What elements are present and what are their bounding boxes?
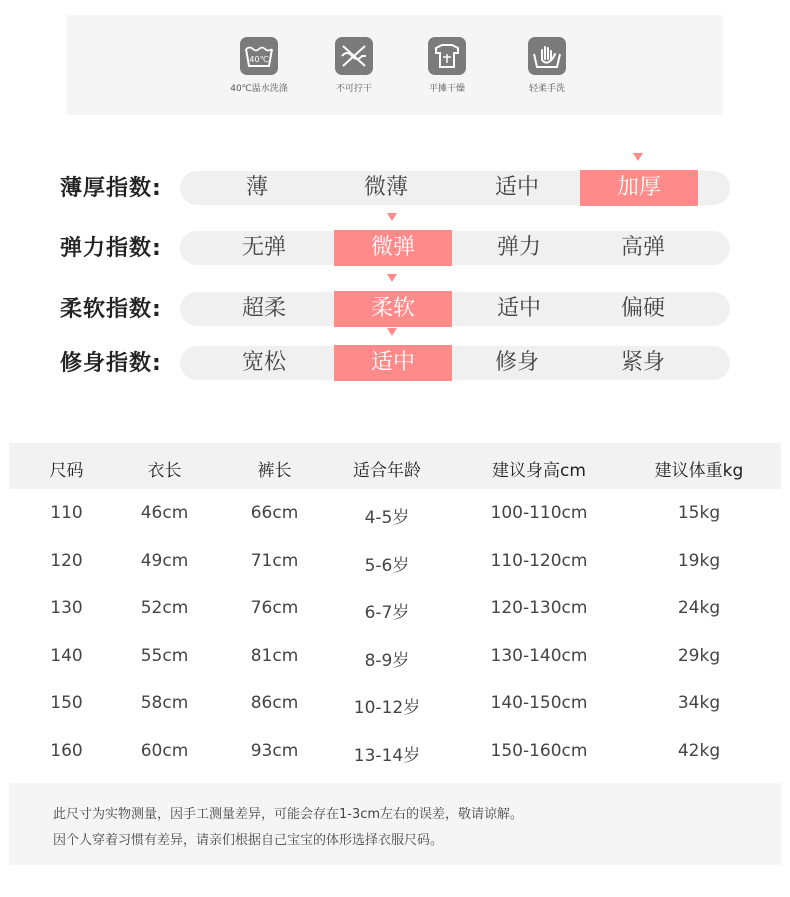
index-option: 偏硬 xyxy=(620,296,665,321)
svg-text:40℃: 40℃ xyxy=(249,55,269,64)
index-option: 适中 xyxy=(496,296,541,321)
selection-marker-icon xyxy=(387,328,397,336)
table-cell: 52cm xyxy=(140,598,189,618)
table-cell: 76cm xyxy=(250,598,299,618)
index-option: 微薄 xyxy=(363,175,408,200)
table-cell: 150 xyxy=(50,693,83,713)
table-cell: 4-5岁 xyxy=(364,508,410,528)
index-option: 超柔 xyxy=(241,296,286,321)
care-item-hand-wash xyxy=(507,37,587,94)
table-cell: 24kg xyxy=(677,598,721,618)
table-cell: 93cm xyxy=(250,740,299,761)
table-cell: 55cm xyxy=(140,645,189,666)
index-scale-bar xyxy=(180,171,730,205)
index-option: 修身 xyxy=(494,350,539,375)
table-cell: 58cm xyxy=(140,693,189,713)
column-header: 建议身高cm xyxy=(492,461,586,481)
dry-flat-icon xyxy=(428,37,466,75)
care-label: 平摊干燥 xyxy=(428,84,465,94)
table-cell: 150-160cm xyxy=(490,740,588,761)
size-note-panel xyxy=(9,783,781,865)
thickness-index-row xyxy=(0,163,790,213)
care-label: 不可拧干 xyxy=(335,84,372,94)
table-cell: 6-7岁 xyxy=(364,603,410,623)
table-cell: 110-120cm xyxy=(490,550,588,571)
note-line: 此尺寸为实物测量，因手工测量差异，可能会存在1-3cm左右的误差，敬请谅解。 xyxy=(53,807,524,822)
index-option-selected: 适中 xyxy=(334,345,452,381)
table-cell: 8-9岁 xyxy=(364,650,410,671)
table-cell: 160 xyxy=(50,740,83,761)
table-cell: 140 xyxy=(50,645,83,666)
table-header-row xyxy=(9,443,781,489)
index-scale-bar xyxy=(180,346,730,380)
table-cell: 110 xyxy=(50,503,83,523)
index-option: 适中 xyxy=(494,175,539,200)
column-header: 适合年龄 xyxy=(353,461,421,481)
table-cell: 46cm xyxy=(140,503,189,523)
wash-40-icon xyxy=(240,37,278,75)
care-label: 轻柔手洗 xyxy=(528,84,565,94)
index-option: 无弹 xyxy=(241,235,286,260)
table-row xyxy=(9,584,781,632)
hand-wash-icon xyxy=(528,37,566,75)
fit-index-row xyxy=(0,338,790,388)
index-option: 紧身 xyxy=(620,350,665,375)
column-header: 裤长 xyxy=(257,461,292,481)
index-option: 宽松 xyxy=(241,350,286,375)
table-cell: 140-150cm xyxy=(490,693,588,713)
care-label: 40℃温水洗涤 xyxy=(230,84,288,94)
softness-index-row xyxy=(0,284,790,334)
selection-marker-icon xyxy=(387,274,397,282)
table-cell: 13-14岁 xyxy=(353,745,421,766)
selection-marker-icon xyxy=(633,153,643,161)
care-instructions-panel xyxy=(67,15,723,115)
table-cell: 100-110cm xyxy=(490,503,588,523)
table-cell: 120-130cm xyxy=(490,598,588,618)
table-cell: 81cm xyxy=(250,645,299,666)
index-option-selected: 微弹 xyxy=(334,230,452,266)
table-row xyxy=(9,537,781,585)
table-cell: 29kg xyxy=(677,645,721,666)
table-cell: 15kg xyxy=(677,503,721,523)
index-scale-bar xyxy=(180,292,730,326)
table-cell: 5-6岁 xyxy=(364,555,410,576)
no-wring-icon xyxy=(335,37,373,75)
care-item-no-wring xyxy=(314,37,394,94)
table-cell: 60cm xyxy=(140,740,189,761)
table-body xyxy=(9,489,781,774)
index-title: 弹力指数: xyxy=(60,236,162,261)
index-option: 弹力 xyxy=(496,235,541,260)
selection-marker-icon xyxy=(387,213,397,221)
table-cell: 42kg xyxy=(677,740,721,761)
table-row xyxy=(9,679,781,727)
table-cell: 120 xyxy=(50,550,83,571)
care-item-wash xyxy=(219,37,299,94)
table-row xyxy=(9,489,781,537)
table-cell: 49cm xyxy=(140,550,189,571)
index-option-selected: 柔软 xyxy=(334,291,452,327)
size-table xyxy=(9,443,781,774)
column-header: 尺码 xyxy=(49,461,84,481)
table-cell: 19kg xyxy=(677,550,721,571)
index-title: 修身指数: xyxy=(60,351,162,376)
table-cell: 66cm xyxy=(250,503,299,523)
table-cell: 71cm xyxy=(250,550,299,571)
note-line: 因个人穿着习惯有差异，请亲们根据自己宝宝的体形选择衣服尺码。 xyxy=(53,833,444,848)
index-title: 薄厚指数: xyxy=(60,176,162,201)
index-option-selected: 加厚 xyxy=(580,170,698,206)
table-cell: 10-12岁 xyxy=(353,698,421,718)
column-header: 衣长 xyxy=(147,461,182,481)
table-cell: 86cm xyxy=(250,693,299,713)
table-row xyxy=(9,727,781,775)
index-title: 柔软指数: xyxy=(60,297,162,322)
table-row xyxy=(9,632,781,680)
elasticity-index-row xyxy=(0,223,790,273)
care-item-dry-flat xyxy=(407,37,487,94)
table-cell: 34kg xyxy=(677,693,721,713)
index-option: 薄 xyxy=(245,175,268,200)
table-cell: 130-140cm xyxy=(490,645,588,666)
index-scale-bar xyxy=(180,231,730,265)
table-cell: 130 xyxy=(50,598,83,618)
index-option: 高弹 xyxy=(620,235,665,260)
column-header: 建议体重kg xyxy=(654,461,744,481)
